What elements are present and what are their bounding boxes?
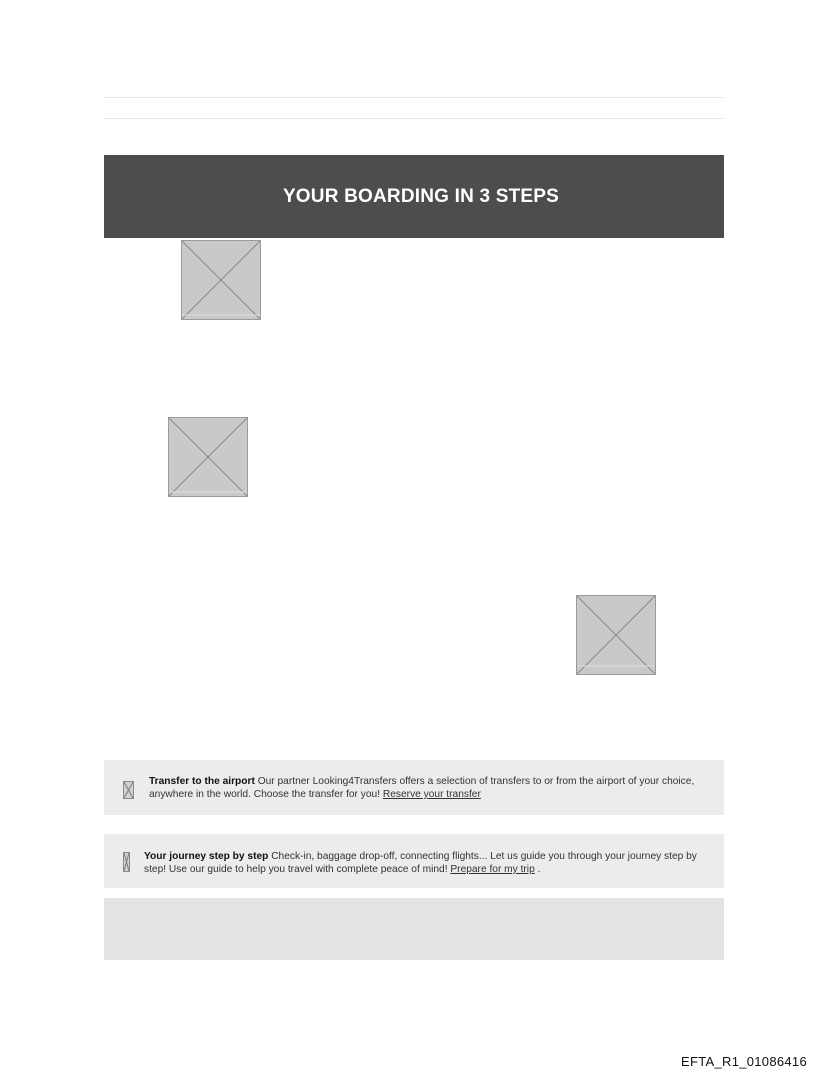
empty-info-box xyxy=(104,898,724,960)
journey-text xyxy=(144,850,716,876)
banner-title: YOUR BOARDING IN 3 STEPS xyxy=(282,185,560,207)
reserve-transfer-link[interactable]: Reserve your transfer xyxy=(382,789,481,800)
journey-info-box xyxy=(104,834,724,888)
journey-trail: . xyxy=(537,864,541,875)
transfer-body: Our partner Looking4Transfers offers a selection of transfers to or from the airport of your choice, anywhere in the world. Choose the transfer for you! xyxy=(149,776,695,800)
transfer-info-box xyxy=(104,760,724,815)
broken-image-icon xyxy=(168,417,248,497)
journey-body: Check-in, baggage drop-off, connecting flights... Let us guide you through your journey step by step! Use our guide to help you travel with complete peace of mind! xyxy=(144,851,697,875)
document-id: EFTA_R1_01086416 xyxy=(681,1054,807,1069)
boarding-banner xyxy=(104,155,724,238)
prepare-trip-link[interactable]: Prepare for my trip xyxy=(450,864,535,875)
broken-image-icon xyxy=(123,852,130,872)
journey-heading: Your journey step by step xyxy=(144,851,269,862)
broken-image-icon xyxy=(181,240,261,320)
divider-bottom xyxy=(104,118,724,119)
divider-top xyxy=(104,97,724,98)
broken-image-icon xyxy=(576,595,656,675)
transfer-heading: Transfer to the airport xyxy=(149,776,255,787)
broken-image-icon xyxy=(123,781,134,799)
transfer-text xyxy=(149,775,717,801)
